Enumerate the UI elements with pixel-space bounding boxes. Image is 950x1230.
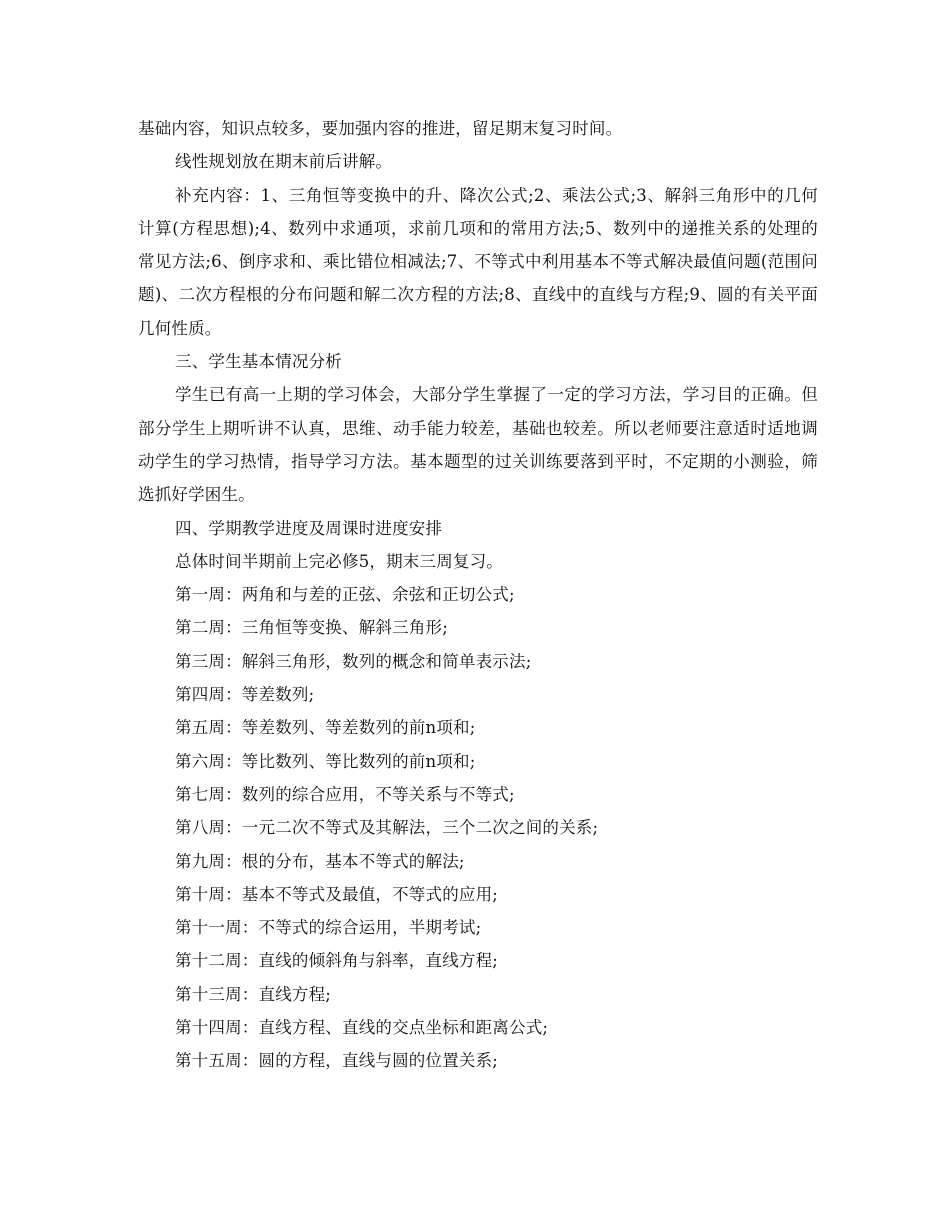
week-item-12: 第十二周：直线的倾斜角与斜率，直线方程; bbox=[175, 951, 499, 971]
paragraph-student-analysis: 学生已有高一上期的学习体会，大部分学生掌握了一定的学习方法，学习目的正确。但部分学生上期听讲不认真，思维、动手能力较差，基础也较差。所以老师要注意适时适地调动学生的学习热情，指导学习方法。基本题型的过关训练要落到平时，不定期的小测验，筛选抓好学困生。 bbox=[138, 385, 818, 505]
week-item-8: 第八周：一元二次不等式及其解法，三个二次之间的关系; bbox=[175, 818, 599, 838]
week-item-5: 第五周：等差数列、等差数列的前n项和; bbox=[175, 718, 476, 738]
section-heading-student-analysis: 三、学生基本情况分析 bbox=[175, 352, 342, 372]
week-item-2: 第二周：三角恒等变换、解斜三角形; bbox=[175, 618, 448, 638]
week-item-6: 第六周：等比数列、等比数列的前n项和; bbox=[175, 751, 476, 771]
week-item-14: 第十四周：直线方程、直线的交点坐标和距离公式; bbox=[175, 1018, 549, 1038]
paragraph-overall-time: 总体时间半期前上完必修5，期末三周复习。 bbox=[175, 551, 503, 571]
week-item-1: 第一周：两角和与差的正弦、余弦和正切公式; bbox=[175, 585, 515, 605]
paragraph-linear-programming: 线性规划放在期末前后讲解。 bbox=[175, 152, 393, 172]
paragraph-continuation: 基础内容，知识点较多，要加强内容的推进，留足期末复习时间。 bbox=[138, 119, 623, 138]
week-item-3: 第三周：解斜三角形，数列的概念和简单表示法; bbox=[175, 651, 532, 671]
week-item-9: 第九周：根的分布，基本不等式的解法; bbox=[175, 851, 465, 871]
paragraph-supplementary-content: 补充内容：1、三角恒等变换中的升、降次公式;2、乘法公式;3、解斜三角形中的几何计算(方程思想);4、数列中求通项，求前几项和的常用方法;5、数列中的递推关系的处理的常见方法;6、倒序求和、乘比错位相减法;7、不等式中利用基本不等式解决最值问题(范围问题)、二次方程根的分布问题和解二次方程的方法;8、直线中的直线与方程;9、圆的有关平面几何性质。 bbox=[138, 185, 818, 338]
week-item-13: 第十三周：直线方程; bbox=[175, 984, 332, 1004]
section-heading-schedule: 四、学期教学进度及周课时进度安排 bbox=[175, 518, 443, 538]
week-item-7: 第七周：数列的综合应用，不等关系与不等式; bbox=[175, 784, 515, 804]
week-item-15: 第十五周：圆的方程，直线与圆的位置关系; bbox=[175, 1051, 499, 1071]
week-item-10: 第十周：基本不等式及最值，不等式的应用; bbox=[175, 884, 499, 904]
document-body bbox=[138, 112, 818, 1078]
week-item-4: 第四周：等差数列; bbox=[175, 685, 315, 705]
week-item-11: 第十一周：不等式的综合运用，半期考试; bbox=[175, 918, 482, 938]
